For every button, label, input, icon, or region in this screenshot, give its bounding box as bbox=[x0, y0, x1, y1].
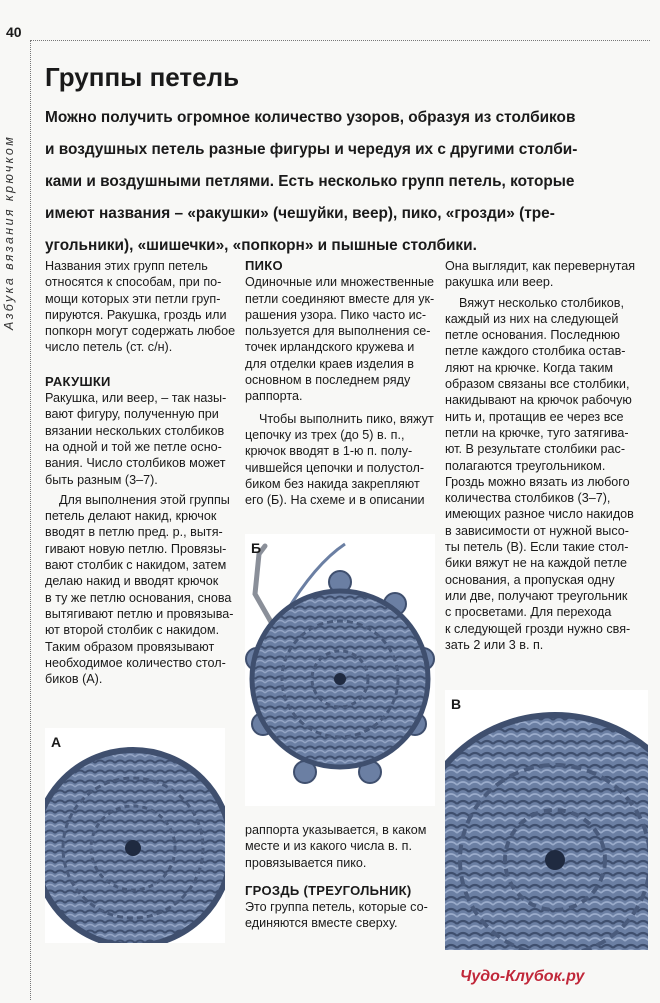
text-line: раппорта. bbox=[245, 389, 303, 404]
text-line: имеющих разное число накидов bbox=[445, 507, 634, 522]
photo-label-c: В bbox=[451, 696, 462, 712]
text-line: ракушка или веер. bbox=[445, 275, 554, 290]
text-line: биков (А). bbox=[45, 672, 103, 687]
crochet-disc-illustration bbox=[45, 728, 225, 943]
article-title: Группы петель bbox=[45, 62, 240, 92]
text-line: единяются вместе сверху. bbox=[245, 916, 398, 931]
text-line: в зависимости от нужной высо- bbox=[445, 523, 629, 538]
text-line: ют. В результате столбики рас- bbox=[445, 442, 626, 457]
text-line: вязании нескольких столбиков bbox=[45, 423, 225, 438]
picot-disc-illustration bbox=[245, 534, 435, 806]
intro-line: и воздушных петель разные фигуры и чередуя их с другими столби- bbox=[45, 141, 578, 158]
text-line: гивают новую петлю. Провязы- bbox=[45, 541, 227, 556]
text-line: Гроздь можно вязать из любого bbox=[445, 474, 630, 489]
text-line: петли на крючке, туго затягива- bbox=[445, 425, 629, 440]
text-line: месте и из какого числа в. п. bbox=[245, 839, 412, 854]
page-number: 40 bbox=[6, 24, 22, 40]
photo-label-a: А bbox=[51, 734, 62, 750]
text-line: число петель (ст. с/н). bbox=[45, 340, 173, 355]
text-line: для отделки краев изделия в bbox=[245, 356, 414, 371]
intro-line: ками и воздушными петлями. Есть несколько групп петель, которые bbox=[45, 173, 575, 190]
text-line: раппорта указывается, в каком bbox=[245, 823, 427, 837]
text-line: рашения узора. Пико часто ис- bbox=[245, 307, 427, 322]
text-line: ты петель (В). Если такие стол- bbox=[445, 540, 629, 555]
column-middle-continued bbox=[245, 822, 435, 932]
text-line: пируются. Ракушка, гроздь или bbox=[45, 307, 227, 322]
text-line: количества столбиков (3–7), bbox=[445, 491, 611, 506]
text-line: Это группа петель, которые со- bbox=[245, 900, 428, 915]
text-line: накидывают на крючок рабочую bbox=[445, 393, 632, 408]
column-middle bbox=[245, 258, 435, 508]
text-line: попкорн могут содержать любое bbox=[45, 324, 236, 339]
text-line: бики вяжут не на каждой петле bbox=[445, 556, 628, 571]
text-line: ют второй столбик с накидом. bbox=[45, 623, 220, 638]
text-line: Чтобы выполнить пико, вяжут bbox=[259, 411, 434, 426]
text-line: основания, а пропуская одну bbox=[445, 572, 615, 587]
text-line: Она выглядит, как перевернутая bbox=[445, 259, 636, 273]
text-line: делаю накид и вводят крючок bbox=[45, 574, 219, 589]
intro-paragraph bbox=[45, 102, 650, 262]
text-line: быть разным (3–7). bbox=[45, 472, 158, 487]
text-line: вают фигуру, полученную при bbox=[45, 407, 219, 422]
text-line: в ту же петлю основания, снова bbox=[45, 590, 232, 605]
section-heading-picot: ПИКО bbox=[245, 258, 283, 273]
text-line: Одиночные или множественные bbox=[245, 275, 435, 290]
text-line: петле каждого столбика остав- bbox=[445, 344, 626, 359]
text-line: чившейся цепочки и полустол- bbox=[245, 460, 425, 475]
text-line: нить и, протащив ее через все bbox=[445, 409, 624, 424]
text-line: крючок вводят в 1-ю п. полу- bbox=[245, 444, 413, 459]
text-line: относятся к способам, при по- bbox=[45, 275, 222, 290]
text-line: петли соединяют вместе для ук- bbox=[245, 291, 435, 306]
text-line: на одной и той же петле осно- bbox=[45, 439, 222, 454]
text-line: вытягивают петлю и провязыва- bbox=[45, 606, 234, 621]
text-line: петель делают накид, крючок bbox=[45, 509, 217, 524]
text-line: с просветами. Для перехода bbox=[445, 605, 612, 620]
text-line: мощи которых эти петли груп- bbox=[45, 291, 221, 306]
photo-label-b: Б bbox=[251, 540, 262, 556]
text-line: петле основания. Последнюю bbox=[445, 328, 620, 343]
text-line: точек ирландского кружева и bbox=[245, 340, 415, 355]
text-line: провязывается пико. bbox=[245, 855, 367, 870]
text-line: или две, получают треугольник bbox=[445, 588, 628, 603]
text-line: вводят в петлю пред. р., вытя- bbox=[45, 525, 223, 540]
text-line: вают столбик с накидом, затем bbox=[45, 558, 227, 573]
text-line: биком без накида закрепляют bbox=[245, 476, 420, 491]
section-heading-shells: РАКУШКИ bbox=[45, 373, 111, 389]
text-line: к следующей грозди нужно свя- bbox=[445, 621, 631, 636]
text-line: полагаются треугольником. bbox=[445, 458, 606, 473]
text-line: Таким образом провязывают bbox=[45, 639, 215, 654]
text-line: пользуется для выполнения се- bbox=[245, 324, 431, 339]
text-line: образом связаны все столбики, bbox=[445, 377, 630, 392]
text-line: ляют на крючке. Когда таким bbox=[445, 360, 614, 375]
column-left bbox=[45, 258, 235, 687]
dotted-horizontal-rule bbox=[30, 40, 650, 41]
text-line: основном в последнем ряду bbox=[245, 373, 411, 388]
text-line: вания. Число столбиков может bbox=[45, 456, 226, 471]
intro-line: имеют названия – «ракушки» (чешуйки, веер), пико, «грозди» (тре- bbox=[45, 205, 555, 222]
text-line: цепочку из трех (до 5) в. п., bbox=[245, 427, 405, 442]
intro-line: угольники), «шишечки», «попкорн» и пышные столбики. bbox=[45, 237, 477, 254]
cluster-disc-illustration bbox=[445, 690, 648, 950]
intro-line: Можно получить огромное количество узоров, образуя из столбиков bbox=[45, 109, 576, 126]
text-line: Вяжут несколько столбиков, bbox=[459, 295, 624, 310]
book-side-title: Азбука вязания крючком bbox=[2, 134, 16, 330]
text-line: Ракушка, или веер, – так назы- bbox=[45, 391, 227, 406]
photo-cluster-sample bbox=[445, 690, 648, 950]
text-line: каждый из них на следующей bbox=[445, 311, 619, 326]
site-watermark: Чудо-Клубок.ру bbox=[460, 968, 585, 985]
text-line: необходимое количество стол- bbox=[45, 655, 226, 670]
text-line: Для выполнения этой группы bbox=[59, 492, 230, 507]
text-line: Названия этих групп петель bbox=[45, 259, 208, 273]
text-line: зать 2 или 3 в. п. bbox=[445, 637, 544, 652]
column-right bbox=[445, 258, 650, 653]
section-heading-cluster: ГРОЗДЬ (ТРЕУГОЛЬНИК) bbox=[245, 882, 412, 898]
dotted-vertical-rule bbox=[30, 40, 31, 1000]
text-line: его (Б). На схеме и в описании bbox=[245, 493, 425, 508]
photo-shells-sample bbox=[45, 728, 225, 943]
photo-picot-sample bbox=[245, 534, 435, 806]
